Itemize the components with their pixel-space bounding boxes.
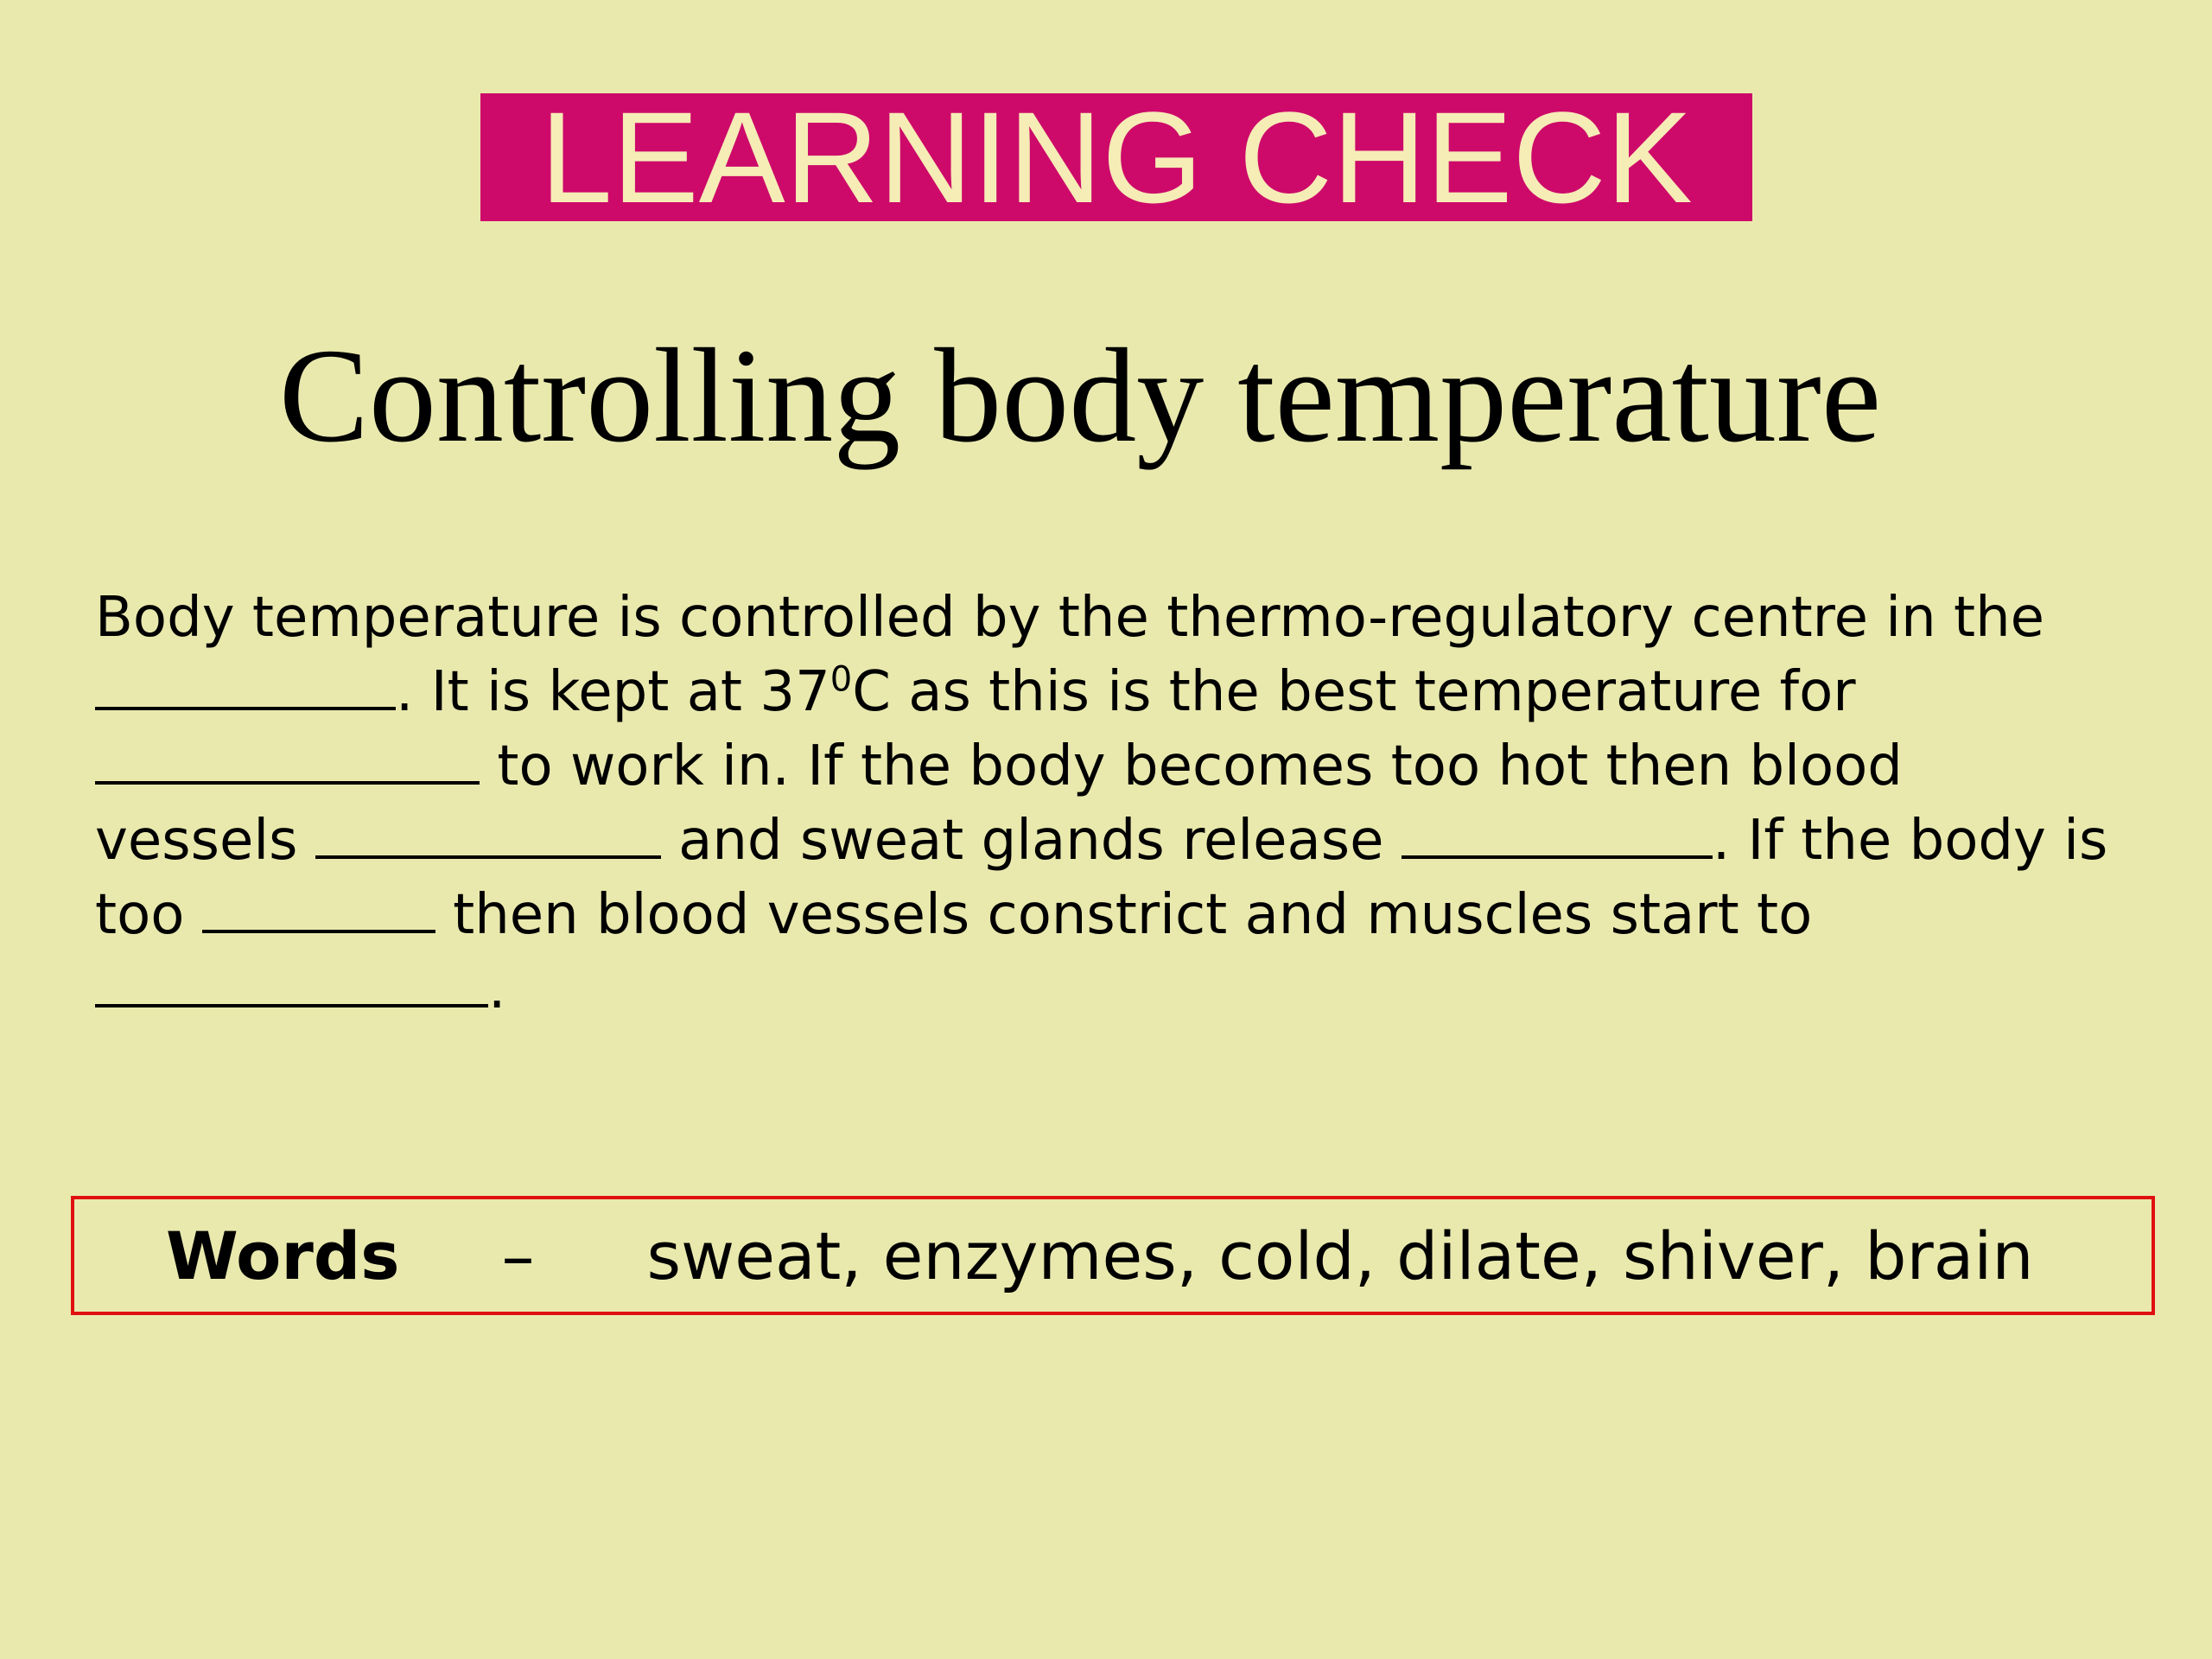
word-bank-label: Words — [166, 1217, 400, 1294]
passage-text: Body temperature is controlled by the thermo-regulatory centre in the — [95, 586, 2044, 650]
passage-text: and sweat glands release — [660, 809, 1402, 873]
passage-text: too — [95, 883, 202, 947]
passage-text: then blood vessels constrict and muscles start to — [435, 883, 1813, 947]
learning-check-banner — [480, 85, 1752, 230]
passage-line-3 — [95, 729, 2203, 804]
banner-title: LEARNING CHECK — [540, 85, 1693, 230]
answer-blank-1[interactable] — [95, 657, 396, 710]
word-bank-dash: – — [501, 1217, 535, 1294]
word-bank — [71, 1196, 2155, 1315]
cloze-passage — [95, 581, 2203, 1027]
passage-line-5 — [95, 878, 2203, 952]
passage-text: . If the body is — [1712, 809, 2108, 873]
passage-text: . It is kept at 37 — [396, 660, 830, 724]
passage-text: C as this is the best temperature for — [852, 660, 1856, 724]
passage-line-2 — [95, 655, 2203, 729]
word-bank-list: sweat, enzymes, cold, dilate, shiver, brain — [646, 1217, 2034, 1294]
answer-blank-5[interactable] — [202, 880, 435, 933]
passage-text: to work in. If the body becomes too hot then blood — [480, 734, 1903, 798]
passage-line-1 — [95, 581, 2203, 655]
passage-text: vessels — [95, 809, 315, 873]
page-title: Controlling body temperature — [278, 321, 1882, 470]
passage-text: . — [488, 957, 506, 1021]
answer-blank-3[interactable] — [315, 805, 661, 859]
passage-superscript: 0 — [830, 659, 853, 700]
answer-blank-6[interactable] — [95, 954, 488, 1007]
passage-line-6 — [95, 952, 2203, 1027]
passage-line-4 — [95, 804, 2203, 878]
answer-blank-4[interactable] — [1402, 805, 1713, 859]
answer-blank-2[interactable] — [95, 731, 480, 785]
